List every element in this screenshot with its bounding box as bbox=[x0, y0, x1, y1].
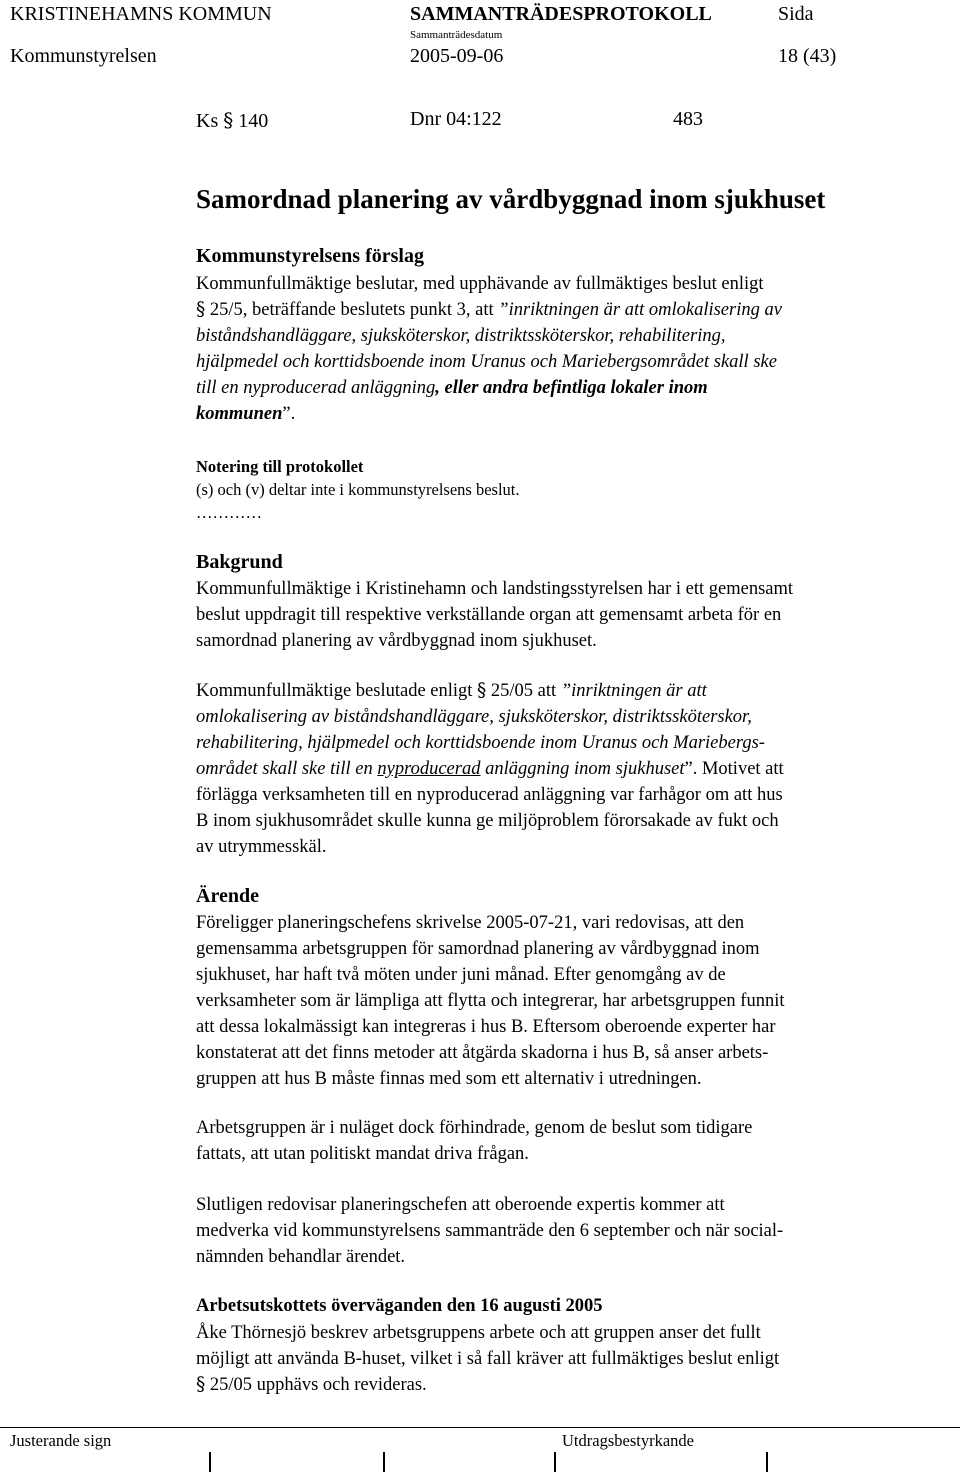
arende-paragraph-2 bbox=[196, 1115, 916, 1167]
text-line: att dessa lokalmässigt kan integreras i hus B. Eftersom oberoende experter har bbox=[196, 1017, 776, 1037]
signature-box-divider bbox=[383, 1452, 385, 1472]
ks-number: 140 bbox=[238, 110, 269, 132]
text-line: Åke Thörnesjö beskrev arbetsgruppens arbete och att gruppen anser det fullt bbox=[196, 1323, 761, 1343]
justerande-label: Justerande sign bbox=[10, 1431, 112, 1450]
text-line: verksamheter som är lämpliga att flytta och integrerar, har arbetsgruppen funnit bbox=[196, 991, 785, 1011]
page-number: 18 (43) bbox=[778, 45, 837, 67]
ks-label: Ks bbox=[196, 110, 219, 132]
signature-box-divider bbox=[554, 1452, 556, 1472]
text-line: fattats, att utan politiskt mandat driva frågan. bbox=[196, 1144, 529, 1164]
text-line: området skall ske till en nyproducerad anläggning inom sjukhuset”. Motivet att bbox=[196, 759, 784, 779]
text-line: medverka vid kommunstyrelsens sammanträde den 6 september och när social- bbox=[196, 1221, 784, 1241]
forslag-line: § 25/5, beträffande beslutets punkt 3, att ”inriktningen är att omlokalisering av bbox=[196, 299, 782, 320]
section-sign: § bbox=[196, 299, 206, 320]
forslag-line: Kommunfullmäktige beslutar, med upphävande av fullmäktiges beslut enligt bbox=[196, 274, 764, 294]
page-label: Sida bbox=[778, 3, 814, 25]
text-line: § 25/05 upphävs och revideras. bbox=[196, 1374, 427, 1395]
dnr: Dnr 04:122 bbox=[410, 108, 502, 130]
forslag-line: kommunen”. bbox=[196, 404, 296, 424]
municipality-name: KRISTINEHAMNS KOMMUN bbox=[10, 3, 272, 25]
forslag-heading: Kommunstyrelsens förslag bbox=[196, 245, 424, 267]
section-sign: § bbox=[223, 108, 234, 132]
text-line: gruppen att hus B måste finnas med som ett alternativ i utredningen. bbox=[196, 1069, 702, 1089]
text-line: Föreligger planeringschefens skrivelse 2005-07-21, vari redovisas, att den bbox=[196, 913, 745, 933]
section-sign: § bbox=[196, 1374, 206, 1395]
text-line: samordnad planering av vårdbyggnad inom sjukhuset. bbox=[196, 631, 597, 651]
separator-dots: ………… bbox=[196, 503, 262, 522]
text-line: förlägga verksamheten till en nyproducerad anläggning var farhågor om att hus bbox=[196, 785, 783, 805]
forslag-text bbox=[196, 271, 916, 427]
section-sign: § bbox=[477, 680, 487, 701]
text-line: av utrymmesskäl. bbox=[196, 837, 327, 857]
text-line: Arbetsgruppen är i nuläget dock förhindrade, genom de beslut som tidigare bbox=[196, 1118, 753, 1138]
bakgrund-heading: Bakgrund bbox=[196, 551, 283, 573]
paragraph-ref bbox=[196, 108, 268, 133]
au-paragraph bbox=[196, 1320, 916, 1398]
arende-paragraph-1 bbox=[196, 910, 916, 1092]
date-label: Sammanträdesdatum bbox=[410, 29, 503, 41]
text-line: möjligt att använda B-huset, vilket i så fall kräver att fullmäktiges beslut enligt bbox=[196, 1349, 780, 1369]
au-heading: Arbetsutskottets överväganden den 16 augusti 2005 bbox=[196, 1296, 603, 1316]
footer-divider bbox=[0, 1427, 960, 1428]
arende-paragraph-3 bbox=[196, 1192, 916, 1270]
text-line: beslut uppdragit till respektive verkställande organ att gemensamt arbeta för en bbox=[196, 605, 782, 625]
text-line: Kommunfullmäktige beslutade enligt § 25/05 att ”inriktningen är att bbox=[196, 680, 707, 701]
notering-text: (s) och (v) deltar inte i kommunstyrelsens beslut. bbox=[196, 480, 520, 499]
page-title: Samordnad planering av vårdbyggnad inom sjukhuset bbox=[196, 184, 826, 214]
text-line: Kommunfullmäktige i Kristinehamn och landstingsstyrelsen har i ett gemensamt bbox=[196, 579, 794, 599]
bakgrund-paragraph-2 bbox=[196, 678, 916, 860]
arende-heading: Ärende bbox=[196, 885, 259, 907]
text-line: rehabilitering, hjälpmedel och korttidsboende inom Uranus och Mariebergs- bbox=[196, 733, 765, 753]
text-line: sjukhuset, har haft två möten under juni månad. Efter genomgång av de bbox=[196, 965, 726, 985]
text-line: konstaterat att det finns metoder att åtgärda skadorna i hus B, så anser arbets- bbox=[196, 1043, 769, 1063]
utdrag-label: Utdragsbestyrkande bbox=[562, 1431, 694, 1450]
signature-box-divider bbox=[766, 1452, 768, 1472]
forslag-line: hjälpmedel och korttidsboende inom Uranus och Mariebergsområdet skall ske bbox=[196, 352, 777, 372]
meeting-date: 2005-09-06 bbox=[410, 45, 504, 67]
text-line: Slutligen redovisar planeringschefen att oberoende expertis kommer att bbox=[196, 1195, 725, 1215]
text-line: B inom sjukhusområdet skulle kunna ge miljöproblem förorsakade av fukt och bbox=[196, 811, 779, 831]
bakgrund-paragraph-1 bbox=[196, 576, 916, 654]
signature-box-divider bbox=[209, 1452, 211, 1472]
doc-number: 483 bbox=[673, 108, 703, 130]
notering-heading: Notering till protokollet bbox=[196, 457, 364, 476]
committee-name: Kommunstyrelsen bbox=[10, 45, 157, 67]
text-line: gemensamma arbetsgruppen för samordnad planering av vårdbyggnad inom bbox=[196, 939, 760, 959]
forslag-line: till en nyproducerad anläggning, eller andra befintliga lokaler inom bbox=[196, 378, 708, 398]
document-type: SAMMANTRÄDESPROTOKOLL bbox=[410, 3, 712, 25]
text-line: nämnden behandlar ärendet. bbox=[196, 1247, 406, 1267]
forslag-line: biståndshandläggare, sjuksköterskor, distriktssköterskor, rehabilitering, bbox=[196, 326, 726, 346]
text-line: omlokalisering av biståndshandläggare, sjuksköterskor, distriktssköterskor, bbox=[196, 707, 752, 727]
